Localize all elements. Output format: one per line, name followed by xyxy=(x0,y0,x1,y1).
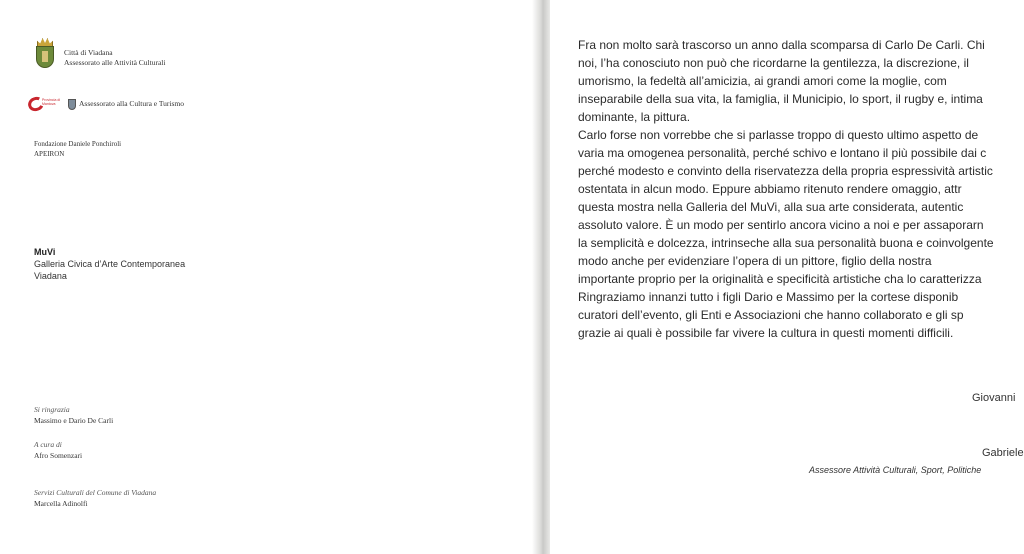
text-line: questa mostra nella Galleria del MuVi, alla sua arte considerata, autentic xyxy=(578,200,964,214)
credit-label: A cura di xyxy=(34,440,62,449)
text-line: perché modesto e convinto della riservatezza della propria espressività artistic xyxy=(578,164,993,178)
text-line: Ringraziamo innanzi tutto i figli Dario e Massimo per la cortese disponib xyxy=(578,290,959,304)
text-line: curatori dell’evento, gli Enti e Associazioni che hanno collaborato e gli sp xyxy=(578,308,964,322)
region-logo-block xyxy=(28,93,184,115)
signature-giovanni: Giovanni xyxy=(972,392,1016,404)
credit-value: Afro Somenzari xyxy=(34,451,83,460)
text-line: importante proprio per la originalità e specificità artistiche cha lo caratterizza xyxy=(578,272,982,286)
region-logo-icon: Provincia di Mantova xyxy=(28,93,66,115)
book-gutter xyxy=(532,0,552,554)
text-line: grazie ai quali è possibile far vivere la cultura in questi momenti difficili. xyxy=(578,326,954,340)
province-crest-icon xyxy=(68,99,76,110)
text-line: ostentata in alcun modo. Eppure abbiamo ritenuto rendere omaggio, attr xyxy=(578,182,962,196)
muvi-city: Viadana xyxy=(34,271,67,281)
city-department: Assessorato alle Attività Culturali xyxy=(64,58,166,67)
foundation-block xyxy=(34,139,121,159)
text-line: la semplicità e dolcezza, intrinseche alla sua personalità buona e coinvolgente xyxy=(578,236,994,250)
muvi-title: MuVi xyxy=(34,247,56,257)
credit-value: Massimo e Dario De Carli xyxy=(34,416,114,425)
city-logo-block xyxy=(34,38,165,70)
text-line: modo anche per evidenziare l’opera di un pittore, figlio della nostra xyxy=(578,254,932,268)
body-text xyxy=(578,36,1024,342)
signature-role: Assessore Attività Culturali, Sport, Politiche xyxy=(809,465,982,475)
text-line: noi, l’ha conosciuto non può che ricordarne la gentilezza, la discrezione, il xyxy=(578,56,969,70)
credit-value: Marcella Adinolfi xyxy=(34,499,88,508)
right-page xyxy=(550,0,1024,554)
credit-label: Servizi Culturali del Comune di Viadana xyxy=(34,488,157,497)
signature-gabriele: Gabriele xyxy=(982,447,1024,459)
foundation-project: APEIRON xyxy=(34,150,65,158)
text-line: Carlo forse non vorrebbe che si parlasse troppo di questo ultimo aspetto de xyxy=(578,128,979,142)
text-line: umorismo, la fedeltà all’amicizia, ai grandi amori come la moglie, com xyxy=(578,74,947,88)
city-name: Città di Viadana xyxy=(64,48,113,57)
text-line: inseparabile della sua vita, la famiglia, il Municipio, lo sport, il rugby e, intima xyxy=(578,92,983,106)
credit-label: Si ringrazia xyxy=(34,405,70,414)
text-line: assoluto valore. È un modo per sentirlo ancora vicino a noi e per assaporarn xyxy=(578,218,984,232)
city-crest-icon xyxy=(34,38,56,70)
text-line: Fra non molto sarà trascorso un anno dalla scomparsa di Carlo De Carli. Chi xyxy=(578,38,985,52)
text-line: dominante, la pittura. xyxy=(578,110,691,124)
muvi-subtitle: Galleria Civica d’Arte Contemporanea xyxy=(34,259,186,269)
text-line: varia ma omogenea personalità, perché schivo e lontano il più possibile dai c xyxy=(578,146,987,160)
region-department: Assessorato alla Cultura e Turismo xyxy=(79,99,184,108)
foundation-name: Fondazione Daniele Ponchiroli xyxy=(34,140,122,148)
